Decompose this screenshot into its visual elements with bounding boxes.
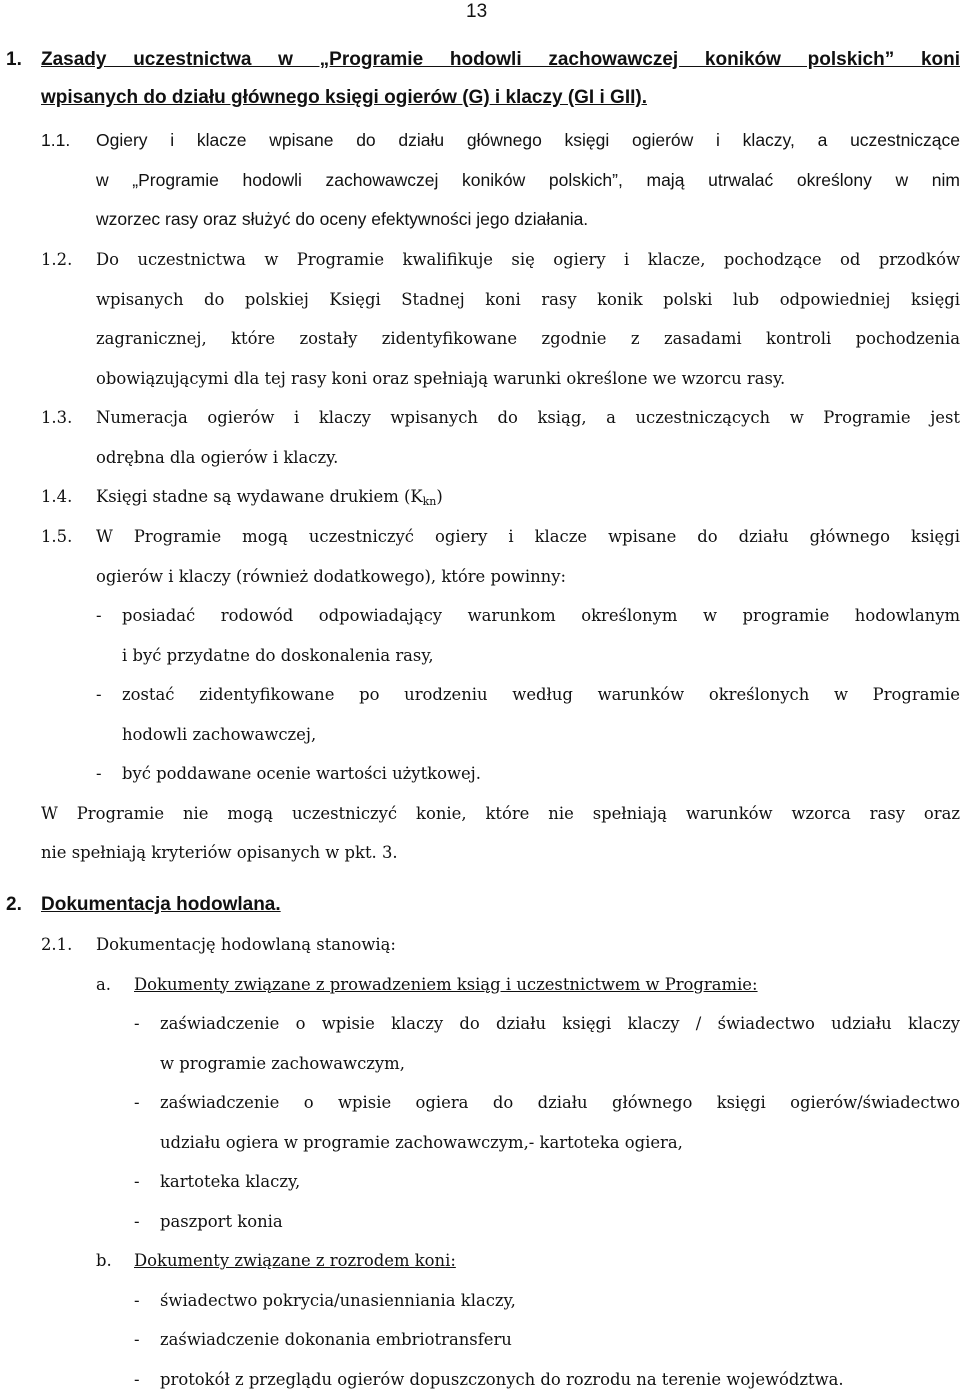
paragraph-1-4-text-main: Księgi stadne są wydawane drukiem (K: [96, 487, 423, 506]
paragraph-1-4: [41, 477, 960, 517]
bullet-line: zaświadczenie o wpisie ogiera do działu głównego księgi ogierów/świadectwo: [160, 1083, 960, 1123]
bullet-line: świadectwo pokrycia/unasienniania klaczy,: [160, 1281, 960, 1321]
bullet-dash: -: [96, 754, 102, 794]
list-item: [134, 1320, 960, 1360]
section-1-title-line-2: wpisanych do działu głównego księgi ogierów (G) i klaczy (GI i GII).: [41, 79, 960, 117]
paragraph-1-3-line: odrębna dla ogierów i klaczy.: [96, 438, 960, 478]
bullet-dash: -: [134, 1360, 140, 1399]
bullet-dash: -: [96, 596, 102, 636]
sublist-b: [96, 1241, 960, 1399]
paragraph-1-5: [41, 517, 960, 873]
paragraph-1-2-line: obowiązującymi dla tej rasy koni oraz spełniają warunki określone we wzorcu rasy.: [96, 359, 960, 399]
list-item: [134, 1162, 960, 1202]
bullet-dash: -: [134, 1083, 140, 1123]
paragraph-1-2: [41, 240, 960, 398]
paragraph-1-1: [41, 121, 960, 240]
bullet-dash: -: [134, 1202, 140, 1242]
paragraph-1-4-subscript: kn: [423, 495, 437, 508]
section-2-number: 2.: [6, 886, 22, 924]
paragraph-1-4-text-close: ): [436, 487, 442, 506]
bullet-line: kartoteka klaczy,: [160, 1162, 960, 1202]
paragraph-1-4-text: [96, 477, 960, 517]
section-2-heading: [6, 886, 960, 924]
paragraph-1-2-line: zagranicznej, które zostały zidentyfikowane zgodnie z zasadami kontroli pochodzenia: [96, 319, 960, 359]
bullet-line: udziału ogiera w programie zachowawczym,- kartoteka ogiera,: [160, 1123, 960, 1163]
list-item: [134, 1083, 960, 1162]
list-item: [96, 596, 960, 675]
bullet-dash: -: [134, 1162, 140, 1202]
bullet-dash: -: [134, 1320, 140, 1360]
list-item: [96, 754, 960, 794]
paragraph-1-1-line: Ogiery i klacze wpisane do działu głównego księgi ogierów i klaczy, a uczestniczące: [96, 121, 960, 161]
list-item: [134, 1202, 960, 1242]
bullet-line: i być przydatne do doskonalenia rasy,: [122, 636, 960, 676]
bullet-line: zaświadczenie dokonania embriotransferu: [160, 1320, 960, 1360]
list-item: [134, 1004, 960, 1083]
list-item: [134, 1281, 960, 1321]
sublist-a-label: a.: [96, 965, 111, 1005]
bullet-line: być poddawane ocenie wartości użytkowej.: [122, 754, 960, 794]
bullet-line: w programie zachowawczym,: [160, 1044, 960, 1084]
bullet-line: zaświadczenie o wpisie klaczy do działu księgi klaczy / świadectwo udziału klaczy: [160, 1004, 960, 1044]
section-1-heading: [6, 41, 960, 117]
list-item: [134, 1360, 960, 1399]
sublist-b-title: Dokumenty związane z rozrodem koni:: [134, 1241, 960, 1281]
bullet-dash: -: [134, 1004, 140, 1044]
paragraph-2-1-number: 2.1.: [41, 925, 72, 965]
paragraph-1-4-number: 1.4.: [41, 477, 72, 517]
bullet-line: paszport konia: [160, 1202, 960, 1242]
paragraph-1-2-line: Do uczestnictwa w Programie kwalifikuje się ogiery i klacze, pochodzące od przodków: [96, 240, 960, 280]
list-item: [96, 675, 960, 754]
paragraph-1-5-line: ogierów i klaczy (również dodatkowego), które powinny:: [96, 557, 960, 597]
paragraph-1-1-number: 1.1.: [41, 121, 70, 161]
section-1-number: 1.: [6, 41, 22, 79]
paragraph-2-1-text: Dokumentację hodowlaną stanowią:: [96, 925, 960, 965]
bullet-line: posiadać rodowód odpowiadający warunkom określonym w programie hodowlanym: [122, 596, 960, 636]
paragraph-1-5-number: 1.5.: [41, 517, 72, 557]
paragraph-1-2-line: wpisanych do polskiej Księgi Stadnej koni rasy konik polski lub odpowiedniej księgi: [96, 280, 960, 320]
paragraph-1-5-bullet-list: [96, 596, 960, 794]
paragraph-1-1-line: w „Programie hodowli zachowawczej koników polskich”, mają utrwalać określony w nim: [96, 161, 960, 201]
bullet-dash: -: [96, 675, 102, 715]
paragraph-2-1: [41, 925, 960, 1399]
section-2-title: Dokumentacja hodowlana.: [41, 886, 960, 924]
paragraph-1-1-line: wzorzec rasy oraz służyć do oceny efektywności jego działania.: [96, 200, 960, 240]
paragraph-1-3-number: 1.3.: [41, 398, 72, 438]
bullet-line: protokół z przeglądu ogierów dopuszczonych do rozrodu na terenie województwa.: [160, 1360, 960, 1399]
paragraph-1-5-closing-line: W Programie nie mogą uczestniczyć konie, które nie spełniają warunków wzorca rasy oraz: [41, 794, 960, 834]
bullet-line: hodowli zachowawczej,: [122, 715, 960, 755]
sublist-a-title: Dokumenty związane z prowadzeniem ksiąg i uczestnictwem w Programie:: [134, 965, 960, 1005]
bullet-line: zostać zidentyfikowane po urodzeniu według warunków określonych w Programie: [122, 675, 960, 715]
paragraph-1-5-line: W Programie mogą uczestniczyć ogiery i klacze wpisane do działu głównego księgi: [96, 517, 960, 557]
page-number: 13: [466, 0, 487, 24]
sublist-b-label: b.: [96, 1241, 112, 1281]
paragraph-1-3-line: Numeracja ogierów i klaczy wpisanych do ksiąg, a uczestniczących w Programie jest: [96, 398, 960, 438]
paragraph-1-5-closing-line: nie spełniają kryteriów opisanych w pkt. 3.: [41, 833, 960, 873]
bullet-dash: -: [134, 1281, 140, 1321]
paragraph-1-2-number: 1.2.: [41, 240, 72, 280]
section-1-title-line-1: Zasady uczestnictwa w „Programie hodowli zachowawczej koników polskich” koni: [41, 41, 960, 79]
sublist-a: [96, 965, 960, 1242]
paragraph-1-3: [41, 398, 960, 477]
